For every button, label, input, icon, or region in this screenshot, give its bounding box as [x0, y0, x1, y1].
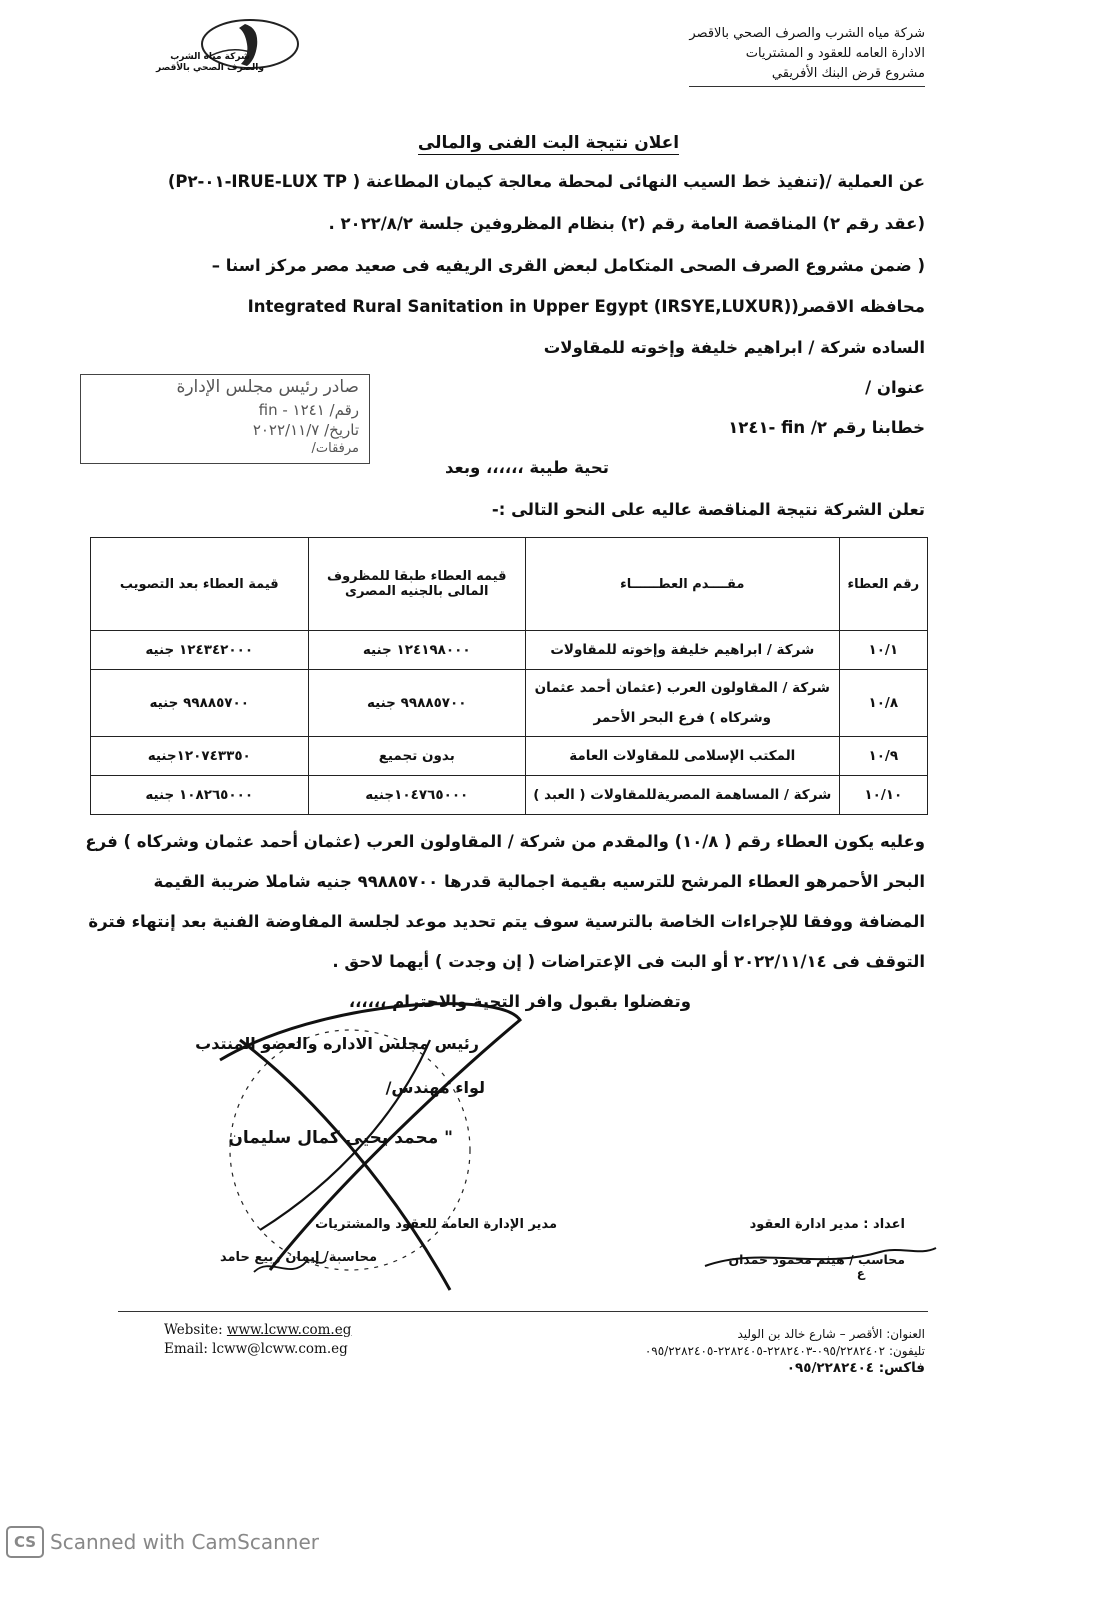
- footer-divider: [118, 1311, 928, 1312]
- bids-table: [90, 537, 928, 815]
- stamp-attachments: مرفقات/: [311, 441, 359, 456]
- conclusion-line-3: المضافة ووفقا للإجراءات الخاصة بالترسية سوف يتم تحديد موعد لجلسة المفاوضة الفنية بعد إنتهاء فترة: [88, 912, 925, 931]
- corrected-value: ٩٩٨٨٥٧٠٠ جنيه: [91, 670, 309, 737]
- financial-value: ١٢٤١٩٨٠٠٠ جنيه: [308, 631, 525, 670]
- greeting: تحية طيبة ،،،،،، وبعد: [445, 458, 609, 477]
- reference-number: خطابنا رقم ٢/ fin -١٢٤١: [728, 418, 925, 437]
- prepared-by-name: محاسب / هيثم محمود حمدان: [728, 1252, 905, 1267]
- bidder-name: شركة / المقاولون العرب (عثمان أحمد عثمان وشركاه ) فرع البحر الأحمر: [525, 670, 839, 737]
- table-header-row: [91, 538, 928, 631]
- header-bid-number: رقم العطاء: [839, 538, 927, 631]
- outgoing-stamp: [80, 374, 370, 464]
- conclusion-line-4: التوقف فى ٢٠٢٢/١١/١٤ أو البت فى الإعتراضات ( إن وجدت ) أيهما لاحق .: [332, 952, 925, 971]
- bid-number: ١٠/١: [839, 631, 927, 670]
- bid-number: ١٠/١٠: [839, 776, 927, 815]
- department-name: الادارة العامه للعقود و المشتريات: [745, 46, 925, 61]
- subject-line-3: ( ضمن مشروع الصرف الصحى المتكامل لبعض القرى الريفيه فى صعيد مصر مركز اسنا –: [211, 256, 925, 275]
- table-row: [91, 670, 928, 737]
- website-link[interactable]: www.lcww.com.eg: [226, 1322, 352, 1338]
- table-row: [91, 776, 928, 815]
- chairman-name: " محمد يحيى كمال سليمان: [228, 1128, 453, 1148]
- address-label: عنوان /: [865, 378, 925, 397]
- company-name: شركة مياه الشرب والصرف الصحي بالاقصر: [689, 26, 925, 41]
- prepared-by-title: اعداد : مدير ادارة العقود: [749, 1217, 905, 1232]
- footer-contacts: Website: www.lcww.com.eg Email: lcww@lcww.com.eg: [164, 1322, 352, 1357]
- addressee: الساده شركة / ابراهيم خليفة وإخوته للمقاولات: [543, 338, 925, 357]
- stamp-issuer: صادر رئيس مجلس الإدارة: [176, 377, 359, 397]
- header-financial-value: قيمه العطاء طبقا للمظروف المالى بالجنيه المصرى: [308, 538, 525, 631]
- initials-mark: ع: [856, 1266, 865, 1280]
- email-text: Email: lcww@lcww.com.eg: [164, 1341, 348, 1357]
- corrected-value: ١٢٤٣٤٢٠٠٠ جنيه: [91, 631, 309, 670]
- footer-address: [645, 1326, 925, 1377]
- header-bidder: مقــــدم العطــــــاء: [525, 538, 839, 631]
- bidder-name: شركة / المساهمة المصريةللمقاولات ( العبد ): [525, 776, 839, 815]
- financial-value: ٩٩٨٨٥٧٠٠ جنيه: [308, 670, 525, 737]
- corrected-value: ١٠٨٢٦٥٠٠٠ جنيه: [91, 776, 309, 815]
- financial-value: بدون تجميع: [308, 737, 525, 776]
- camscanner-icon: CS: [6, 1526, 44, 1558]
- gm-contracts-title: مدير الإدارة العامة للعقود والمشتريات: [315, 1217, 557, 1232]
- subject-line-1: عن العملية /(تنفيذ خط السيب النهائى لمحطة معالجة كيمان المطاعنة ( IRUE-LUX TP-٠١-P٢): [167, 172, 925, 191]
- conclusion-line-1: وعليه يكون العطاء رقم ( ١٠/٨) والمقدم من شركة / المقاولون العرب (عثمان أحمد عثمان وشركاه ) فرع: [85, 832, 925, 851]
- chairman-rank: لواء مهندس/: [385, 1078, 485, 1097]
- financial-value: ١٠٤٧٦٥٠٠٠جنيه: [308, 776, 525, 815]
- subject-line-4: محافظه الاقصر(Integrated Rural Sanitation in Upper Egypt (IRSYE,LUXUR): [247, 297, 925, 316]
- conclusion-line-2: البحر الأحمرهو العطاء المرشح للترسيه بقيمة اجمالية قدرها ٩٩٨٨٥٧٠٠ جنيه شاملا ضريبة القيمة: [153, 872, 925, 891]
- fax-text: فاكس: ٠٩٥/٢٢٨٢٤٠٤: [786, 1360, 925, 1376]
- gm-contracts-name: محاسبة/ إيمان ربيع حامد: [220, 1250, 377, 1265]
- chairman-title: رئيس مجلس الاداره والعضو المنتدب: [195, 1034, 479, 1053]
- bid-number: ١٠/٨: [839, 670, 927, 737]
- camscanner-watermark: [6, 1526, 319, 1558]
- phone-text: تليفون: ٠٩٥/٢٢٨٢٤٠٢-٢٢٨٢٤٠٣-٢٢٨٢٤٠٥-٠٩٥/٢٢٨٢٤٠٥: [644, 1344, 925, 1358]
- stamp-number: رقم/ ١٢٤١ - fin: [258, 401, 359, 419]
- document-title: اعلان نتيجة البت الفنى والمالى: [417, 133, 680, 153]
- logo-caption: شركة مياه الشرب والصرف الصحي بالأقصر: [156, 52, 264, 73]
- intro-text: تعلن الشركة نتيجة المناقصة عاليه على النحو التالى :-: [491, 500, 925, 519]
- accountant-signature-icon: [250, 1252, 330, 1284]
- bidder-name: شركة / ابراهيم خليفة وإخوته للمقاولات: [525, 631, 839, 670]
- closing-line: وتفضلوا بقبول وافر التحية والاحترام ،،،،،،: [348, 992, 691, 1011]
- address-text: العنوان: الأقصر – شارع خالد بن الوليد: [737, 1327, 925, 1341]
- preparer-signature-icon: [700, 1236, 940, 1276]
- project-name: مشروع قرض البنك الأفريقي: [689, 64, 925, 87]
- bid-number: ١٠/٩: [839, 737, 927, 776]
- header-corrected-value: قيمة العطاء بعد التصويب: [91, 538, 309, 631]
- bidder-name: المكتب الإسلامى للمقاولات العامة: [525, 737, 839, 776]
- corrected-value: ١٢٠٧٤٣٣٥٠جنيه: [91, 737, 309, 776]
- watermark-text: Scanned with CamScanner: [50, 1530, 319, 1554]
- table-row: [91, 737, 928, 776]
- letterhead-text: [689, 24, 925, 87]
- stamp-date: تاريخ/ ٢٠٢٢/١١/٧: [252, 421, 359, 439]
- subject-line-2: (عقد رقم ٢) المناقصة العامة رقم (٢) بنظام المظروفين جلسة ٢٠٢٢/٨/٢ .: [328, 214, 925, 233]
- table-row: [91, 631, 928, 670]
